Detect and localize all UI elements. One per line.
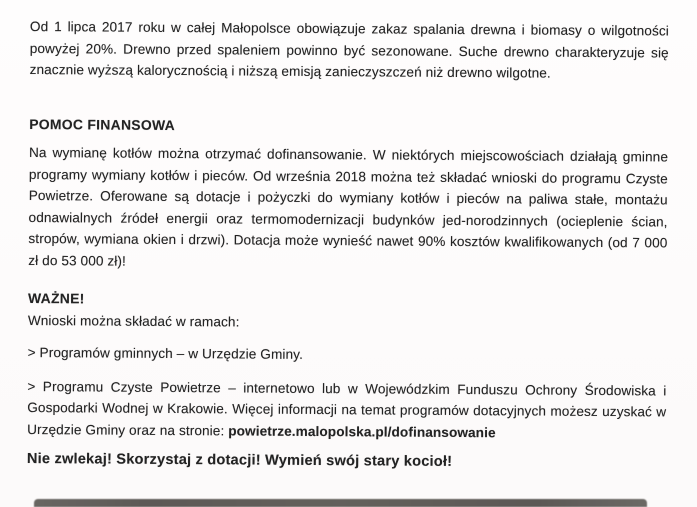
main-paragraph-dofinansowanie: Na wymianę kotłów można otrzymać dofinansowanie. W niektórych miejscowościach działają gminne programy wymiany kotłów i pieców. Od września 2018 można też składać wnioski do programu Czyste Powietrze. Oferowane są dotacje i pożyczki do wymiany kotłów i pieców na paliwa stałe, montażu odnawialnych źródeł energii oraz termomodernizacji budynków jed-norodzinnych (ocieplenie ścian, stropów, wymiana okien i drzwi). Dotacja może wynieść nawet 90% kosztów kwalifikowanych (od 7 000 zł do 53 000 zł)! xyxy=(28,144,669,269)
document-text-block xyxy=(27,16,669,475)
closing-call-to-action: Nie zwlekaj! Skorzystaj z dotacji! Wymień swój stary kocioł! xyxy=(26,450,453,470)
dofinansowanie-url-text: powietrze.malopolska.pl/dofinansowanie xyxy=(228,422,496,440)
cropped-photo-top-edge xyxy=(34,499,647,507)
heading-wazne: WAŻNE! xyxy=(27,289,85,307)
intro-paragraph: Od 1 lipca 2017 roku w całej Małopolsce obowiązuje zakaz spalania drewna i biomasy o wilgotności powyżej 20%. Drewno przed spaleniem powinno być sezonowane. Suche drewno charakteryzuje się znacznie wyższą kalorycznością i niższą emisją zanieczyszczeń niż drewno wilgotne. xyxy=(29,18,669,81)
bullet-programy-gminne: > Programów gminnych – w Urzędzie Gminy. xyxy=(27,344,304,362)
bullet-czyste-powietrze xyxy=(27,375,666,444)
bullet-czyste-powietrze-text: > Programu Czyste Powietrze – internetowo lub w Wojewódzkim Funduszu Ochrony Środowiska i Gospodarki Wodnej w Krakowie. Więcej informacji na temat programów dotacyjnych możesz uzyskać w Urzędzie Gminy oraz na stronie: xyxy=(27,378,667,438)
section-heading-pomoc-finansowa: POMOC FINANSOWA xyxy=(29,115,176,133)
applications-intro-line: Wnioski można składać w ramach: xyxy=(27,312,240,329)
